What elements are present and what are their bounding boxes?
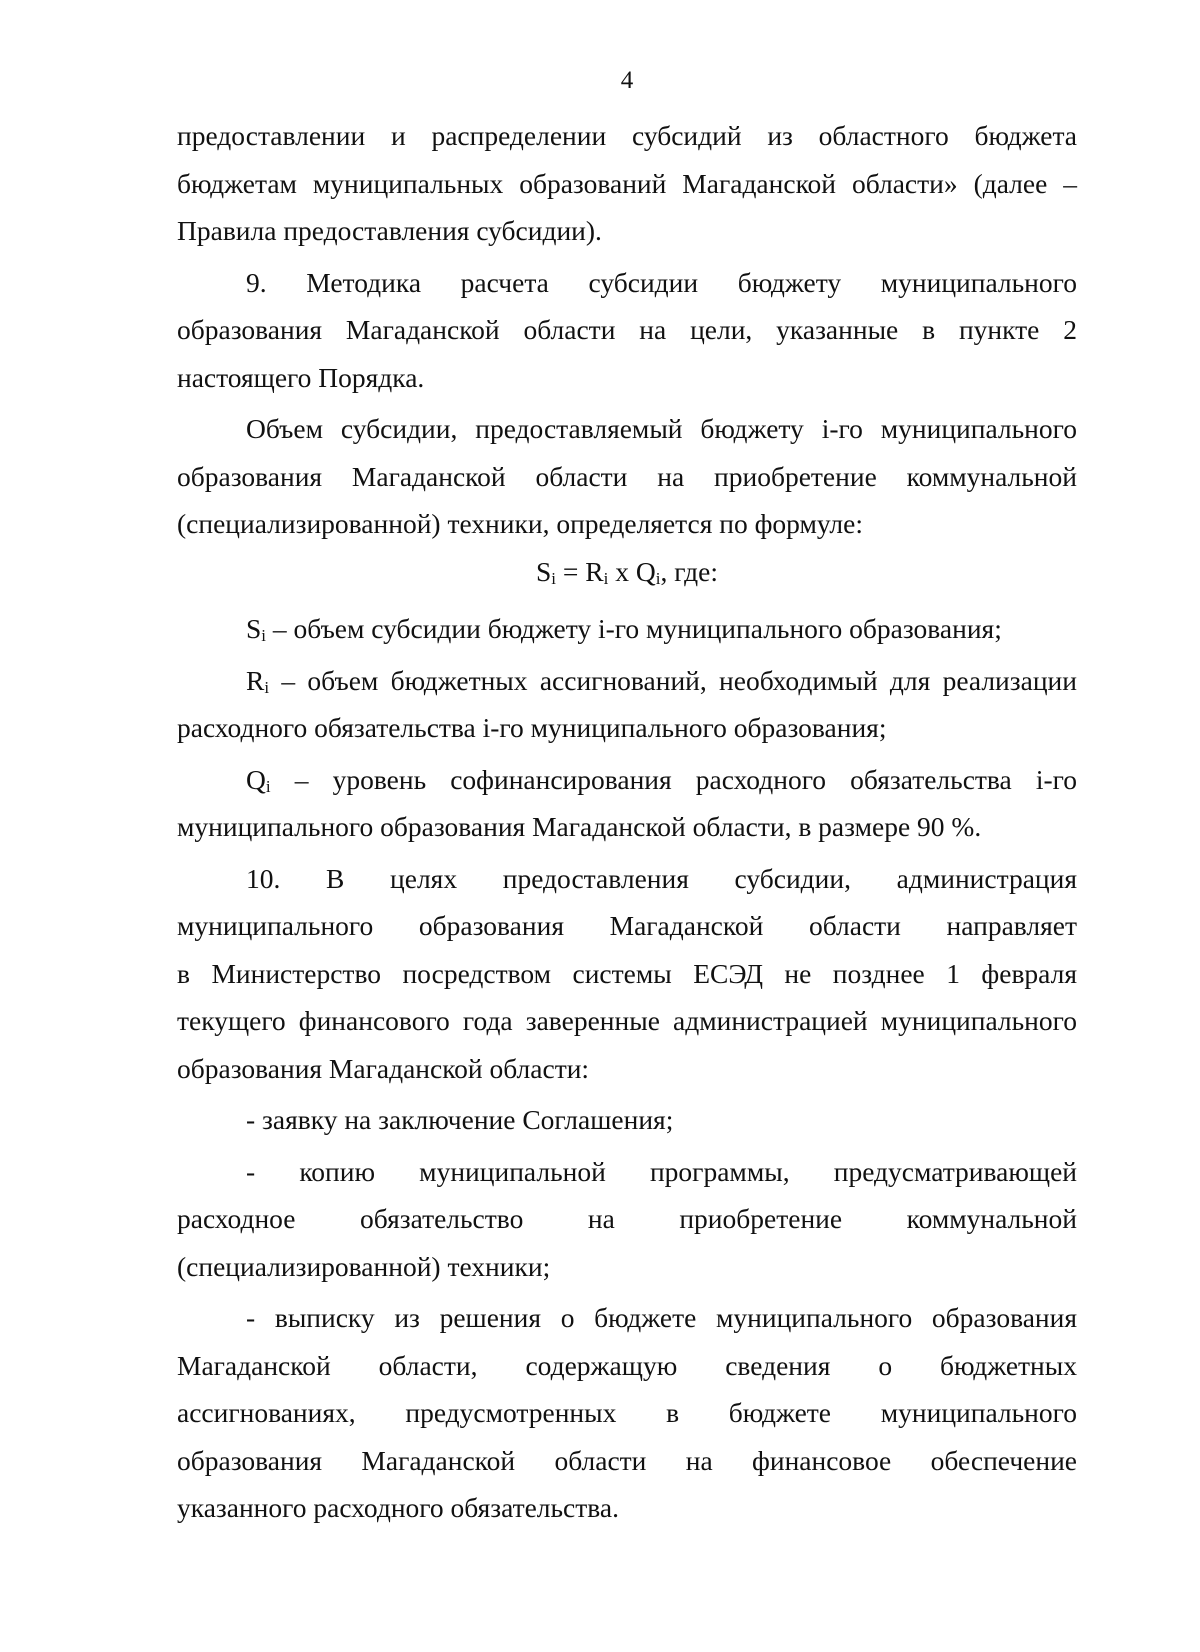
text-line: - копию муниципальной программы, предусматривающей <box>246 1155 1077 1187</box>
formula-q-sub: i <box>655 568 661 588</box>
text-line: образования Магаданской области на цели, указанные в пункте 2 <box>177 314 1077 345</box>
text-line: (специализированной) техники; <box>177 1250 551 1282</box>
paragraph-rules-reference <box>177 112 1077 255</box>
symbol-q-sub: i <box>265 776 271 796</box>
formula-times: х <box>608 555 636 587</box>
text-line: муниципального образования Магаданской области, в размере 90 %. <box>177 811 982 842</box>
formula <box>177 548 1077 596</box>
formula-r: R <box>585 555 604 587</box>
symbol-q: Q <box>246 763 266 795</box>
list-item-budget-extract <box>177 1294 1077 1532</box>
text-line: - заявку на заключение Соглашения; <box>246 1104 674 1135</box>
definition-r-text: – объем бюджетных ассигнований, необходимый для реализации <box>269 664 1077 696</box>
paragraph-item-10 <box>177 855 1077 1093</box>
text-line: образования Магаданской области: <box>177 1052 590 1084</box>
definition-s-text: – объем субсидии бюджету i-го муниципального образования; <box>266 613 1002 644</box>
symbol-s-sub: i <box>261 626 267 645</box>
text-line: 10. В целях предоставления субсидии, администрация <box>246 862 1077 894</box>
list-item-application <box>177 1096 1077 1144</box>
definition-r <box>177 657 1077 752</box>
text-line: Правила предоставления субсидии). <box>177 215 602 246</box>
symbol-r-sub: i <box>264 677 270 697</box>
text-line <box>177 756 1077 804</box>
page-number: 4 <box>620 67 634 94</box>
text-line: указанного расходного обязательства. <box>177 1492 619 1523</box>
text-line: - выписку из решения о бюджете муниципального образования <box>246 1302 1077 1333</box>
symbol-s: S <box>246 613 262 644</box>
text-line: расходное обязательство на приобретение коммунальной <box>177 1203 1077 1234</box>
text-line: образования Магаданской области на приобретение коммунальной <box>177 460 1077 492</box>
text-line: предоставлении и распределении субсидий из областного бюджета <box>177 120 1077 151</box>
formula-tail: , где: <box>660 555 718 587</box>
text-line: в Министерство посредством системы ЕСЭД не позднее 1 февраля <box>177 957 1077 989</box>
text-line <box>177 657 1077 705</box>
formula-equals: = <box>556 555 586 587</box>
paragraph-subsidy-volume <box>177 405 1077 548</box>
text-line: муниципального образования Магаданской области направляет <box>177 910 1077 941</box>
text-line: бюджетам муниципальных образований Магаданской области» (далее – <box>177 167 1077 199</box>
document-body <box>177 112 1077 1532</box>
formula-s-sub: i <box>551 568 557 588</box>
text-line: 9. Методика расчета субсидии бюджету муниципального <box>246 266 1077 298</box>
definition-q <box>177 756 1077 851</box>
formula-q: Q <box>635 555 656 587</box>
text-line <box>177 605 1077 653</box>
text-line: Магаданской области, содержащую сведения о бюджетных <box>177 1349 1077 1381</box>
list-item-program-copy <box>177 1148 1077 1291</box>
symbol-r: R <box>246 664 265 696</box>
paragraph-item-9 <box>177 259 1077 402</box>
definition-s <box>177 605 1077 653</box>
text-line: расходного обязательства i-го муниципального образования; <box>177 712 887 743</box>
text-line: (специализированной) техники, определяется по формуле: <box>177 508 863 539</box>
text-line: настоящего Порядка. <box>177 361 425 393</box>
text-line: Объем субсидии, предоставляемый бюджету i-го муниципального <box>246 413 1077 444</box>
text-line: ассигнованиях, предусмотренных в бюджете муниципального <box>177 1397 1077 1428</box>
formula-r-sub: i <box>603 568 609 588</box>
formula-s: S <box>536 555 552 587</box>
definition-q-text: – уровень софинансирования расходного обязательства i-го <box>270 763 1077 795</box>
text-line: текущего финансового года заверенные администрацией муниципального <box>177 1005 1077 1036</box>
text-line: образования Магаданской области на финансовое обеспечение <box>177 1444 1077 1476</box>
